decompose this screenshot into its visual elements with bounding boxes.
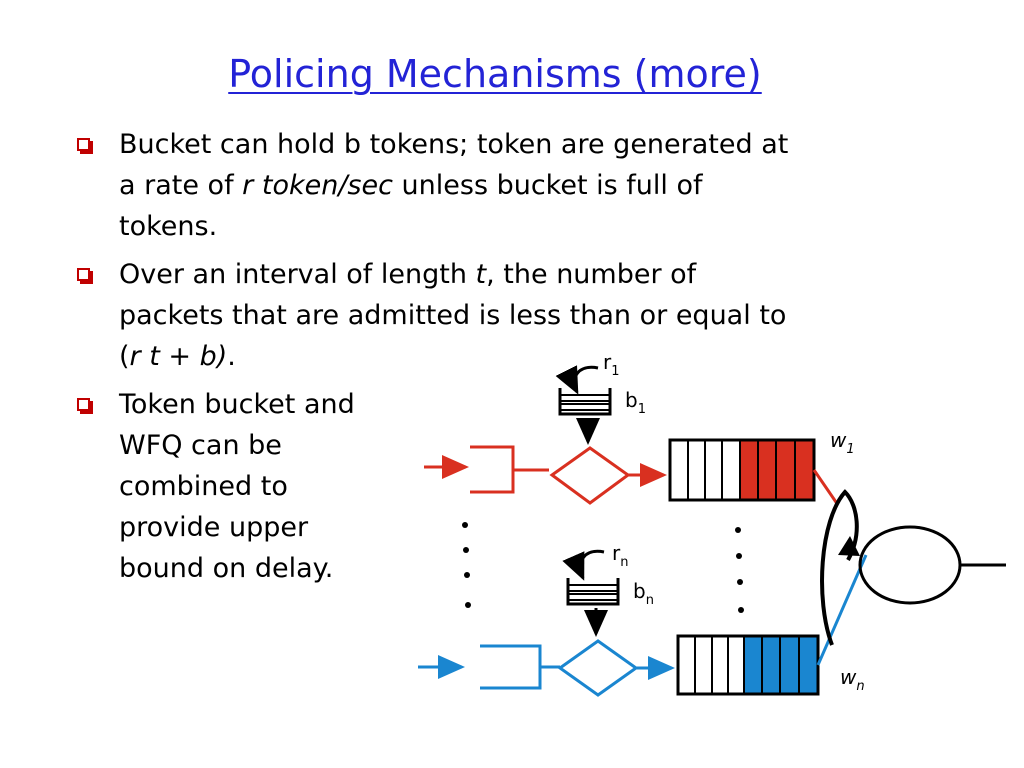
flow-1 <box>424 447 664 503</box>
bullet-1-line-2: a rate of r token/sec unless bucket is full of <box>119 170 703 201</box>
bullet-2-line-2: packets that are admitted is less than or equal to <box>119 300 787 331</box>
bullet-3-line-5: bound on delay. <box>119 553 334 584</box>
rate-label-r1: $r_1$ <box>603 350 620 379</box>
weight-label-wn: $w_n$ <box>840 665 865 694</box>
bullet-2-line-1: Over an interval of length t, the number of <box>119 259 697 290</box>
bullet-1-line-1: Bucket can hold b tokens; token are generated at <box>119 129 789 160</box>
weight-label-w1: $w_1$ <box>830 428 855 457</box>
bullet-3-line-4: provide upper <box>119 512 309 543</box>
bullet-3-line-3: combined to <box>119 471 288 502</box>
bullet-1-line-3: tokens. <box>119 211 218 242</box>
ellipsis-dots-right <box>735 527 744 613</box>
red-link-to-server <box>814 470 838 505</box>
ellipsis-dots-left <box>462 522 471 608</box>
bullet-3-line-2: WFQ can be <box>119 430 282 461</box>
queue-n <box>678 636 818 694</box>
bucket-label-bn: $b_n$ <box>633 579 654 608</box>
scheduler-arc <box>822 492 857 645</box>
flow-n <box>418 641 672 695</box>
policer-diamond-n <box>560 641 636 695</box>
token-arrow-1 <box>575 367 598 392</box>
policer-diamond-1 <box>552 448 628 503</box>
token-arrow-n <box>581 551 604 578</box>
bucket-label-b1: $b_1$ <box>625 388 646 417</box>
token-bucket-1 <box>560 367 610 442</box>
queue-1 <box>670 440 814 500</box>
slide-title: Policing Mechanisms (more) <box>228 52 762 96</box>
rate-label-rn: $r_n$ <box>612 541 629 570</box>
bullet-2-line-3: (r t + b). <box>119 341 236 372</box>
token-bucket-n <box>568 551 618 634</box>
bullet-3-line-1: Token bucket and <box>119 389 355 420</box>
server-circle <box>860 527 960 603</box>
